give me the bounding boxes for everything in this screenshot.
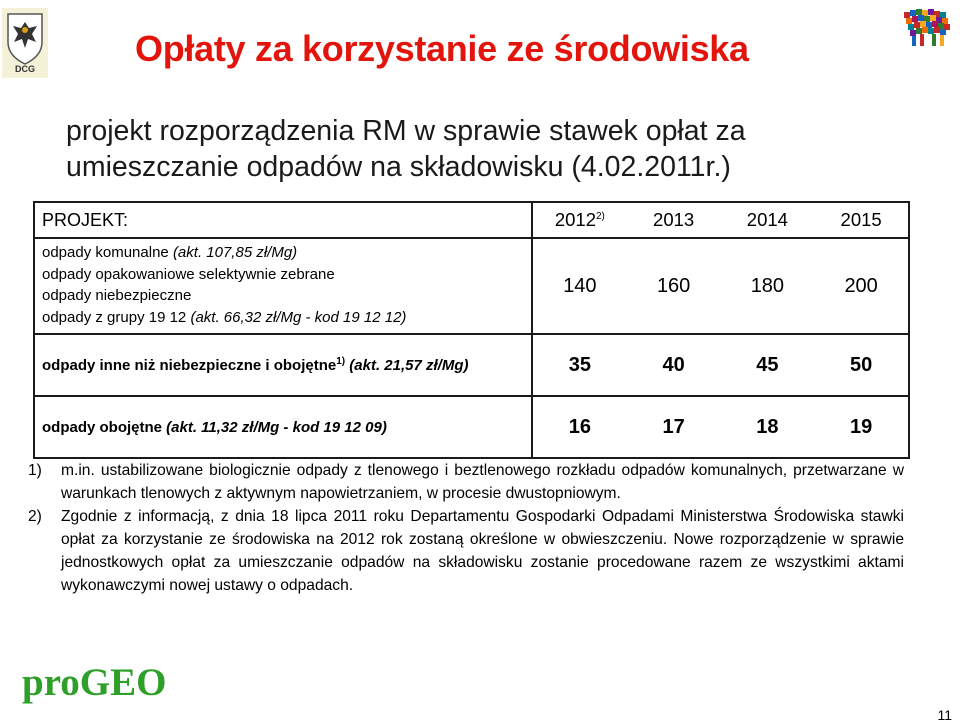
- rate-value: 17: [662, 415, 685, 438]
- category-line: [42, 242, 524, 264]
- category-name: odpady obojętne: [42, 418, 162, 436]
- table-row: [34, 238, 909, 334]
- rates-table: [33, 201, 910, 459]
- footnote: [28, 505, 904, 597]
- year-header: 2014: [746, 209, 788, 230]
- category-line: [42, 264, 524, 286]
- category-name: odpady inne niż niebezpieczne i obojętne: [42, 357, 337, 374]
- rate-value: 16: [568, 415, 591, 438]
- rate-value: 200: [844, 274, 878, 297]
- category-line: [42, 307, 524, 329]
- rate-value: 50: [850, 353, 873, 376]
- footnote: [28, 459, 904, 505]
- category-name: odpady niebezpieczne: [42, 287, 192, 304]
- dcg-logo: [2, 8, 48, 78]
- category-line: [42, 285, 524, 307]
- mosaic-logo: [900, 6, 954, 50]
- page-number: 11: [937, 707, 952, 723]
- year-2012-label: 2012: [554, 209, 596, 230]
- table-row: [34, 396, 909, 458]
- footnote-number: 2): [28, 508, 42, 525]
- year-header: [533, 209, 627, 231]
- rate-value: 35: [568, 353, 591, 376]
- category-cell: [34, 396, 532, 458]
- rate-value: 140: [563, 274, 597, 297]
- category-name: odpady z grupy 19 12: [42, 308, 187, 326]
- table-row: [34, 334, 909, 396]
- page-title: Opłaty za korzystanie ze środowiska: [135, 28, 749, 69]
- category-note: (akt. 11,32 zł/Mg - kod 19 12 09): [166, 418, 387, 436]
- rate-value: 40: [662, 353, 685, 376]
- category-name: odpady opakowaniowe selektywnie zebrane: [42, 265, 335, 283]
- rate-value: 160: [656, 274, 691, 297]
- values-cell: [532, 396, 909, 458]
- page-subtitle: projekt rozporządzenia RM w sprawie stawek opłat za umieszczanie odpadów na składowisku (4.02.2011r.): [66, 115, 746, 183]
- values-cell: [532, 334, 909, 396]
- table-header-row: [34, 202, 909, 238]
- footnotes: [28, 459, 904, 597]
- category-cell: [34, 238, 532, 334]
- footnote-text: m.in. ustabilizowane biologicznie odpady z tlenowego i beztlenowego rozkładu odpadów komunalnych, przetwarzane w warunkach tlenowych z aktywnym napowietrzaniem, w procesie dwustopniowym.: [61, 462, 904, 502]
- mosaic-bison-icon: [900, 6, 954, 50]
- category-note: (akt. 21,57 zł/Mg): [349, 357, 469, 374]
- rate-value: 180: [750, 274, 785, 297]
- rate-value: 18: [756, 415, 779, 438]
- category-note: (akt. 66,32 zł/Mg - kod 19 12 12): [190, 308, 407, 326]
- rate-value: 19: [850, 415, 873, 438]
- footnote-number: 1): [28, 462, 42, 479]
- year-2012-footnote: 2): [596, 210, 605, 222]
- year-header-cell: [532, 202, 909, 238]
- year-header: 2015: [840, 209, 882, 230]
- progeo-brand: proGEO: [22, 661, 167, 704]
- footnote-text: Zgodnie z informacją, z dnia 18 lipca 2011 roku Departamentu Gospodarki Odpadami Ministerstwa Środowiska stawki opłat za korzystanie ze środowiska na 2012 rok zostaną określone w obwieszczeniu. Nowe rozporządzenie w sprawie jednostkowych opłat za umieszczanie odpadów na składowisku zostanie procedowane razem ze wszystkimi aktami wykonawczymi nowej ustawy o odpadach.: [61, 508, 904, 594]
- category-note: (akt. 107,85 zł/Mg): [172, 244, 298, 261]
- rate-value: 45: [756, 353, 779, 376]
- values-cell: [532, 238, 909, 334]
- category-name: odpady komunalne: [42, 244, 169, 261]
- category-cell: [34, 334, 532, 396]
- table-header-label: PROJEKT:: [34, 202, 532, 238]
- year-header: 2013: [653, 209, 695, 230]
- category-footnote: 1): [336, 356, 346, 367]
- dcg-logo-text: DCG: [15, 64, 35, 74]
